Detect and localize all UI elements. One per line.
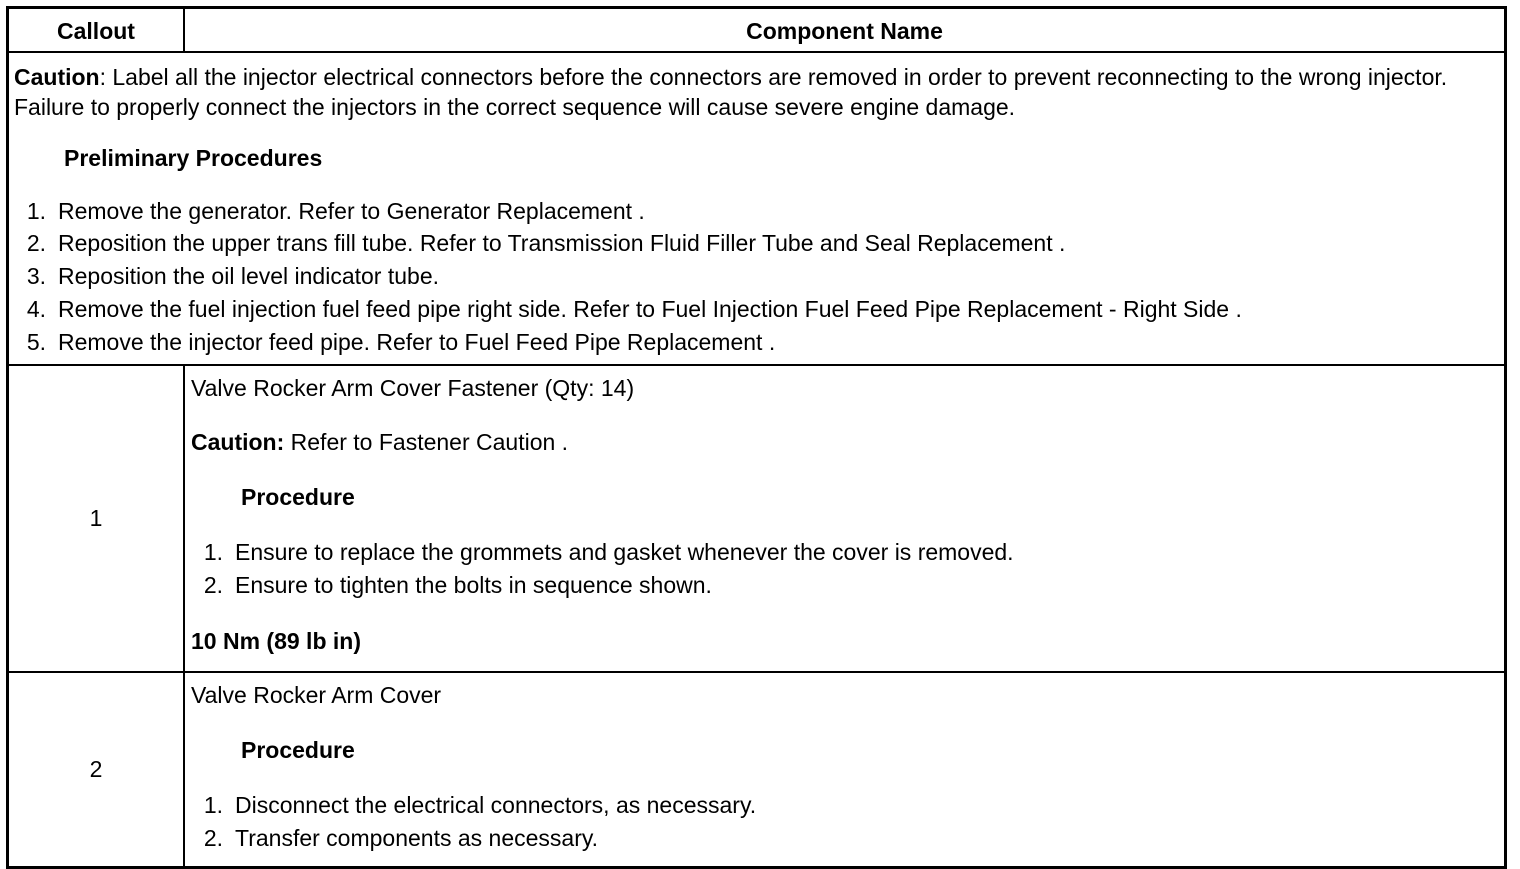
component-caution: [191, 427, 1498, 457]
list-item: [191, 789, 1498, 822]
step-number: 1.: [26, 197, 46, 224]
caution-label: Caution:: [191, 429, 285, 456]
step-number: 1.: [203, 792, 223, 819]
step-text: Ensure to replace the grommets and gasket whenever the cover is removed.: [235, 539, 1014, 566]
list-item: [14, 195, 1498, 228]
list-item: [191, 569, 1498, 602]
step-number: 4.: [26, 295, 46, 322]
procedure-steps-list: [191, 536, 1498, 601]
step-number: 5.: [26, 328, 46, 355]
step-number: 2.: [26, 230, 46, 257]
list-item: [14, 326, 1498, 359]
component-cell: [184, 365, 1506, 672]
caution-text: Refer to Fastener Caution .: [284, 429, 569, 456]
step-text: Disconnect the electrical connectors, as necessary.: [235, 792, 757, 819]
caution-label: Caution: [14, 64, 100, 90]
component-cell: [184, 672, 1506, 868]
step-text: Transfer components as necessary.: [235, 824, 599, 851]
step-number: 3.: [26, 263, 46, 290]
preliminary-row: [8, 52, 1506, 365]
step-number: 2.: [203, 824, 223, 851]
preliminary-cell: [8, 52, 1506, 365]
caution-text: : Label all the injector electrical connectors before the connectors are removed in order to prevent reconnecting to the wrong injector. Failure to properly connect the injectors in the correct sequence will cause severe engine damage.: [14, 64, 1448, 120]
callout-column-header: Callout: [8, 8, 185, 53]
procedure-heading: Procedure: [241, 484, 355, 511]
list-item: [191, 536, 1498, 569]
component-name: Valve Rocker Arm Cover: [191, 682, 442, 709]
procedure-heading: Procedure: [241, 737, 355, 764]
callout-number: 2: [8, 672, 185, 868]
step-text: Remove the injector feed pipe. Refer to Fuel Feed Pipe Replacement .: [58, 328, 776, 355]
component-name: Valve Rocker Arm Cover Fastener (Qty: 14): [191, 375, 635, 402]
callout-number: 1: [8, 365, 185, 672]
table-row: [8, 672, 1506, 868]
list-item: [14, 293, 1498, 326]
preliminary-procedures-heading: Preliminary Procedures: [64, 145, 323, 171]
step-text: Remove the fuel injection fuel feed pipe right side. Refer to Fuel Injection Fuel Feed Pipe Replacement - Right Side .: [58, 295, 1242, 322]
table-header-row: [8, 8, 1506, 53]
preliminary-caution: [14, 59, 1498, 122]
component-table: [6, 6, 1507, 869]
step-number: 2.: [203, 571, 223, 598]
step-number: 1.: [203, 539, 223, 566]
torque-spec: 10 Nm (89 lb in): [191, 627, 361, 654]
step-text: Reposition the upper trans fill tube. Refer to Transmission Fluid Filler Tube and Seal Replacement .: [58, 230, 1066, 257]
step-text: Ensure to tighten the bolts in sequence shown.: [235, 571, 712, 598]
table-row: [8, 365, 1506, 672]
step-text: Remove the generator. Refer to Generator Replacement .: [58, 197, 645, 224]
procedure-steps-list: [191, 789, 1498, 854]
step-text: Reposition the oil level indicator tube.: [58, 263, 440, 290]
list-item: [14, 227, 1498, 260]
component-name-column-header: Component Name: [184, 8, 1506, 53]
list-item: [14, 260, 1498, 293]
preliminary-steps-list: [14, 195, 1498, 359]
